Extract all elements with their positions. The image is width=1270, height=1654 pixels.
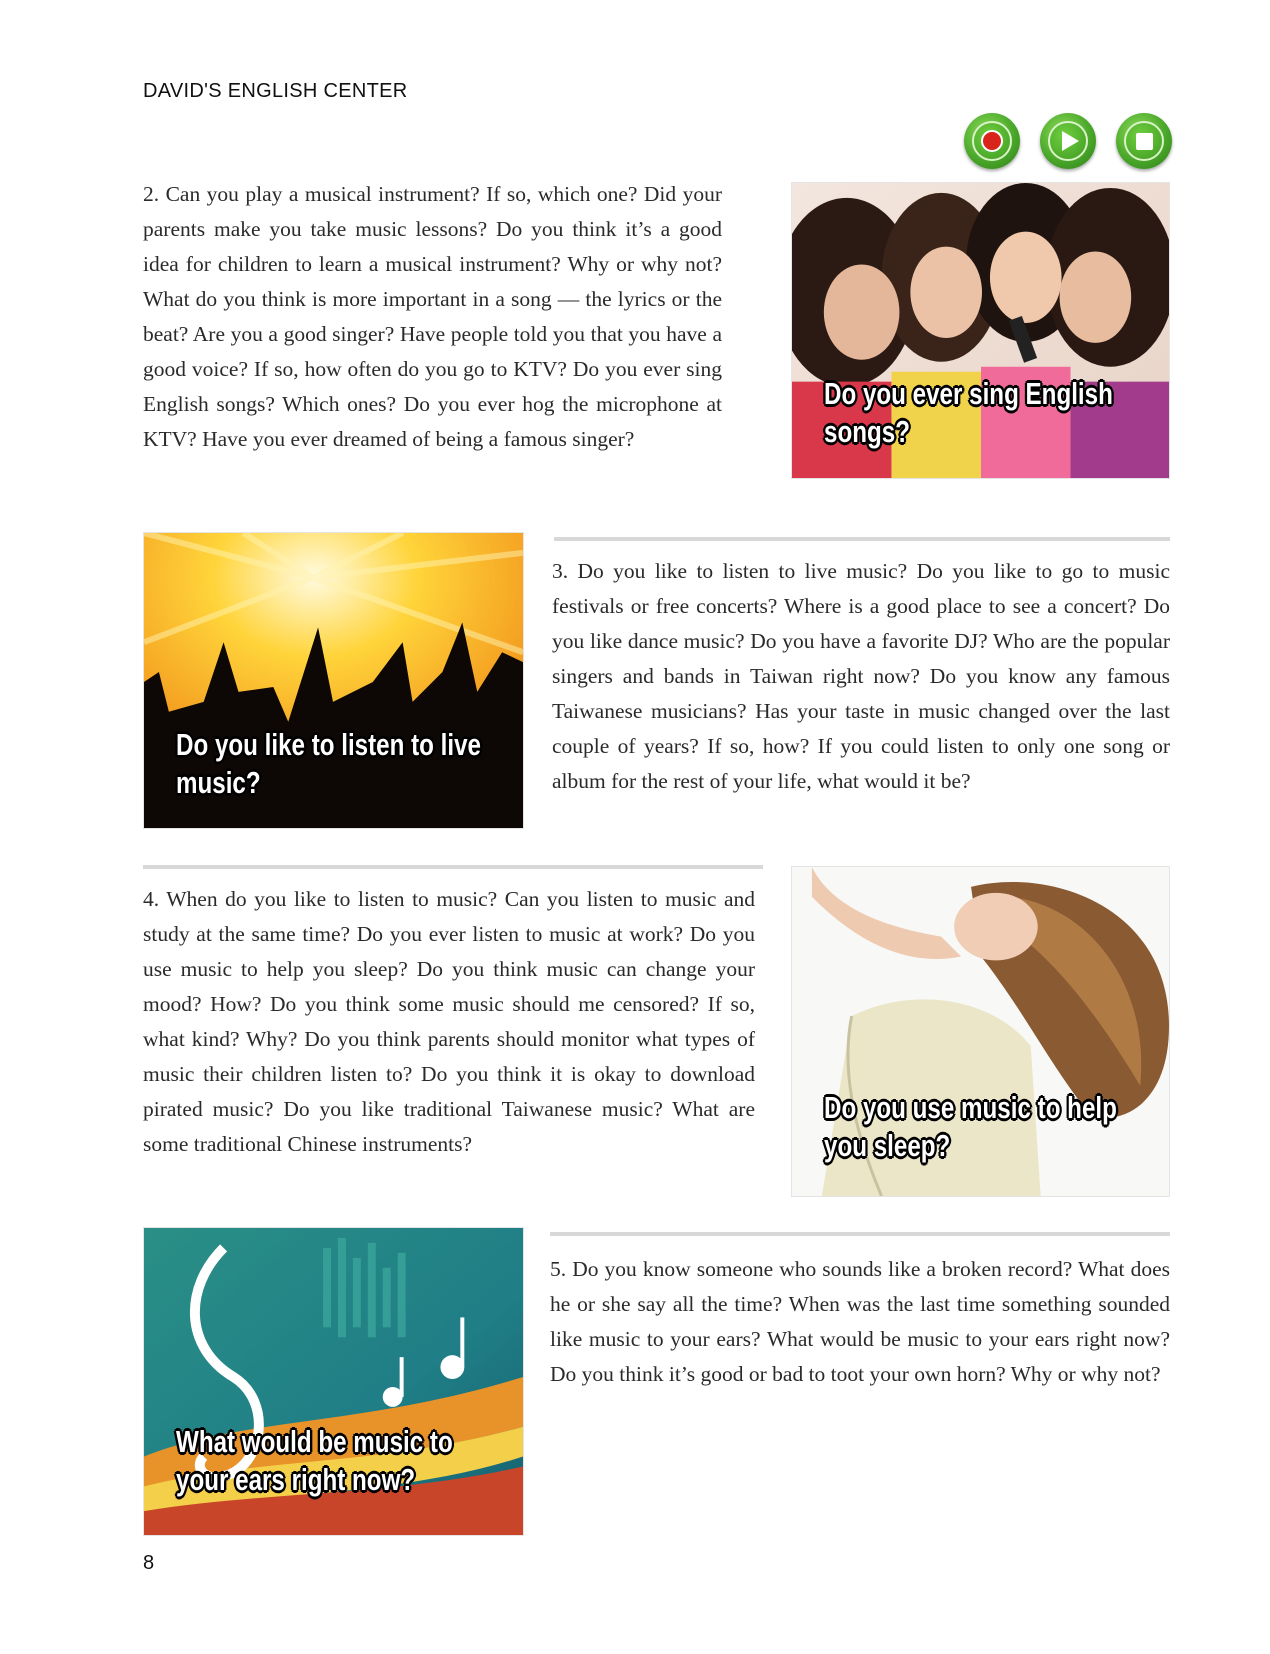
play-icon	[1048, 121, 1088, 161]
stop-button[interactable]	[1116, 113, 1172, 169]
stop-icon	[1124, 121, 1164, 161]
photo-caption: What would be music to your ears right now?	[176, 1424, 453, 1497]
photo-caption: Do you ever sing English songs?	[824, 376, 1113, 449]
photo-caption: Do you like to listen to live music?	[176, 727, 481, 800]
question-2-text: 2. Can you play a musical instrument? If so, which one? Did your parents make you take music lessons? Do you think it’s a good idea for children to learn a musical instrument? Why or why not? What do you think is more important in a song — the lyrics or the beat? Are you a good singer? Have people told you that you have a good voice? If so, how often do you go to KTV? Do you ever sing English songs? Which ones? Do you ever hog the microphone at KTV? Have you ever dreamed of being a famous singer?	[143, 182, 722, 451]
play-button[interactable]	[1040, 113, 1096, 169]
music-notes-art	[143, 1227, 524, 1536]
record-button[interactable]	[964, 113, 1020, 169]
question-4-text: 4. When do you like to listen to music? Can you listen to music and study at the same time? Do you ever listen to music at work? Do you use music to help you sleep? Do you think music can change your mood? How? Do you think some music should me censored? If so, what kind? Why? Do you think parents should monitor what types of music their children listen to? Do you think it is okay to download pirated music? Do you like traditional Taiwanese music? What are some traditional Chinese instruments?	[143, 887, 755, 1156]
question-3-text: 3. Do you like to listen to live music? Do you like to go to music festivals or free concerts? Where is a good place to see a concert? Do you like dance music? Do you have a favorite DJ? Who are the popular singers and bands in Taiwan right now? Do you know any famous Taiwanese musicians? Has your taste in music changed over the last couple of years? If so, how? If you could listen to only one song or album for the rest of your life, what would it be?	[552, 559, 1170, 793]
divider	[554, 537, 1170, 541]
record-icon	[972, 121, 1012, 161]
divider	[143, 865, 763, 869]
page-header: DAVID'S ENGLISH CENTER	[143, 80, 408, 102]
photo-caption: Do you use music to help you sleep?	[824, 1090, 1117, 1163]
singing-girls-photo	[791, 182, 1170, 479]
divider	[550, 1232, 1170, 1236]
concert-crowd-photo	[143, 532, 524, 829]
girl-headphones-photo	[791, 866, 1170, 1197]
question-5-text: 5. Do you know someone who sounds like a broken record? What does he or she say all the time? When was the last time something sounded like music to your ears? What would be music to your ears right now? Do you think it’s good or bad to toot your own horn? Why or why not?	[550, 1257, 1170, 1386]
page-number: 8	[143, 1552, 155, 1574]
